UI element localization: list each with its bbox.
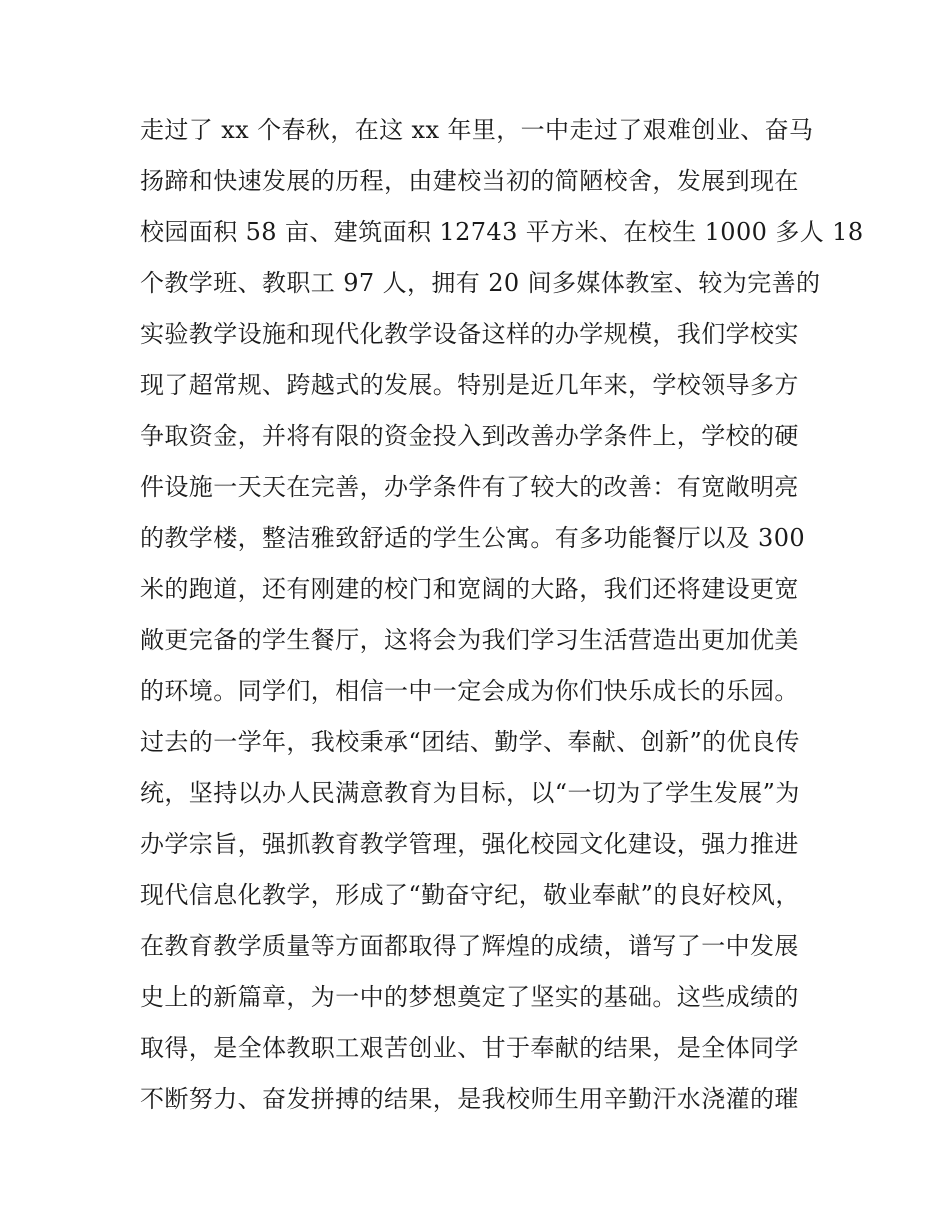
text-line: 实验教学设施和现代化教学设备这样的办学规模，我们学校实 <box>140 320 799 348</box>
text-line: 统，坚持以办人民满意教育为目标，以“一切为了学生发展”为 <box>140 779 800 807</box>
text-line: 在教育教学质量等方面都取得了辉煌的成绩，谱写了一中发展 <box>140 932 799 960</box>
text-line: 办学宗旨，强抓教育教学管理，强化校园文化建设，强力推进 <box>140 830 799 858</box>
text-line: 的环境。同学们，相信一中一定会成为你们快乐成长的乐园。 <box>140 677 799 705</box>
text-line: 史上的新篇章，为一中的梦想奠定了坚实的基础。这些成绩的 <box>140 983 799 1011</box>
text-line: 扬蹄和快速发展的历程，由建校当初的简陋校舍，发展到现在 <box>140 167 799 195</box>
text-line: 现了超常规、跨越式的发展。特别是近几年来，学校领导多方 <box>140 371 799 399</box>
text-line: 米的跑道，还有刚建的校门和宽阔的大路，我们还将建设更宽 <box>140 575 799 603</box>
text-line: 争取资金，并将有限的资金投入到改善办学条件上，学校的硬 <box>140 422 799 450</box>
text-line: 过去的一学年，我校秉承“团结、勤学、奉献、创新”的优良传 <box>140 728 800 756</box>
text-line: 个教学班、教职工 97 人，拥有 20 间多媒体教室、较为完善的 <box>140 269 821 297</box>
text-line: 取得，是全体教职工艰苦创业、甘于奉献的结果，是全体同学 <box>140 1034 799 1062</box>
text-line: 走过了 xx 个春秋，在这 xx 年里，一中走过了艰难创业、奋马 <box>140 116 814 144</box>
text-line: 现代信息化教学，形成了“勤奋守纪，敬业奉献”的良好校风， <box>140 881 800 909</box>
body-text <box>140 105 864 1125</box>
text-line: 校园面积 58 亩、建筑面积 12743 平方米、在校生 1000 多人 18 <box>140 218 864 246</box>
text-line: 的教学楼，整洁雅致舒适的学生公寓。有多功能餐厅以及 300 <box>140 524 806 552</box>
text-line: 不断努力、奋发拼搏的结果，是我校师生用辛勤汗水浇灌的璀 <box>140 1085 799 1113</box>
text-line: 敞更完备的学生餐厅，这将会为我们学习生活营造出更加优美 <box>140 626 799 654</box>
text-line: 件设施一天天在完善，办学条件有了较大的改善：有宽敞明亮 <box>140 473 799 501</box>
